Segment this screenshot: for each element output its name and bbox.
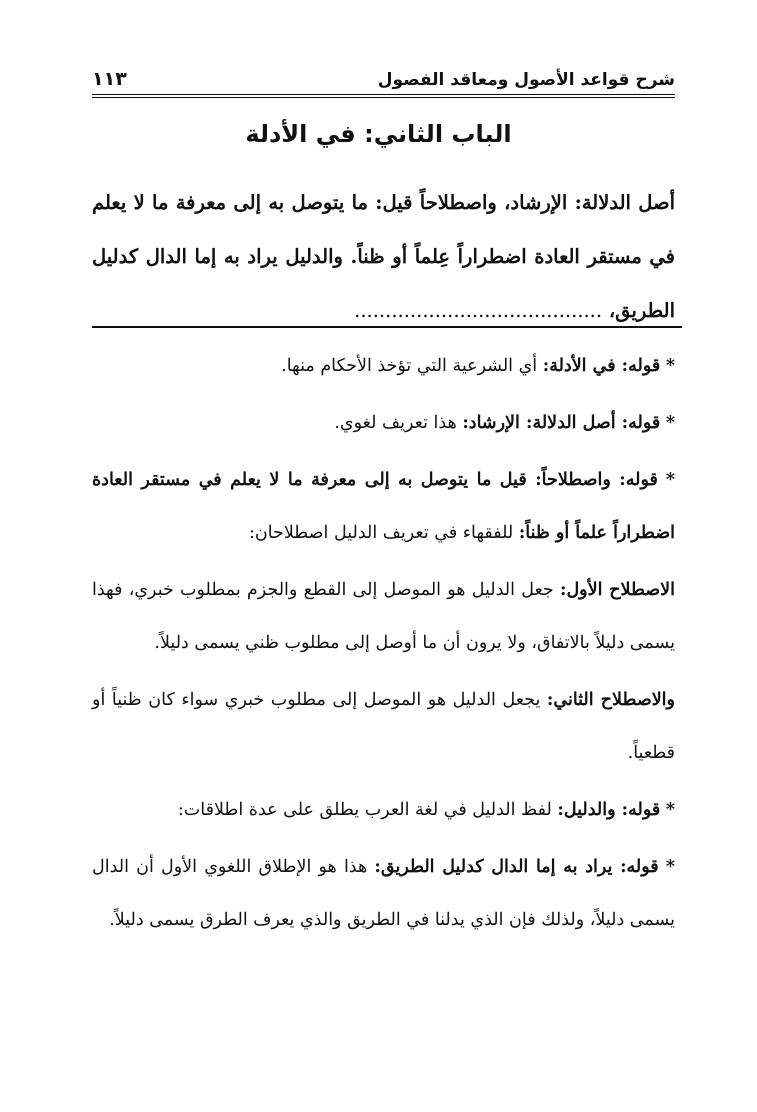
commentary-section	[92, 340, 675, 947]
footnote-separator	[92, 326, 682, 328]
chapter-title: الباب الثاني: في الأدلة	[245, 120, 512, 148]
commentary-text: أي الشرعية التي تؤخذ الأحكام منها.	[281, 356, 543, 376]
commentary-lead: قوله: أصل الدلالة: الإرشاد:	[462, 413, 661, 433]
commentary-text: لفظ الدليل في لغة العرب يطلق على عدة اطلاقات:	[177, 800, 558, 820]
commentary-text: هذا تعريف لغوي.	[334, 413, 463, 433]
commentary-paragraph	[92, 784, 675, 837]
commentary-text: جعل الدليل هو الموصل إلى القطع والجزم بمطلوب خبري، فهذا يسمى دليلاً بالاتفاق، ولا يرون أن ما أوصل إلى مطلوب ظني يسمى دليلاً.	[92, 580, 675, 653]
commentary-paragraph	[92, 454, 675, 560]
running-header-title: شرح قواعد الأصول ومعاقد الفصول	[377, 70, 675, 90]
commentary-lead: قوله: والدليل:	[557, 800, 661, 820]
main-text	[92, 176, 675, 338]
asterisk-marker: *	[665, 356, 675, 376]
commentary-lead: والاصطلاح الثاني:	[546, 690, 675, 710]
commentary-lead: الاصطلاح الأول:	[559, 580, 676, 600]
page-number: ١١٣	[92, 68, 127, 90]
asterisk-marker: *	[665, 413, 675, 433]
asterisk-marker: *	[665, 857, 675, 877]
commentary-paragraph	[92, 340, 675, 393]
commentary-paragraph	[92, 397, 675, 450]
commentary-text: هذا هو الإطلاق اللغوي الأول أن الدال يسمى دليلاً، ولذلك فإن الذي يدلنا في الطريق والذي يعرف الطرق يسمى دليلاً.	[92, 857, 675, 930]
commentary-text: للفقهاء في تعريف الدليل اصطلاحان:	[248, 523, 519, 543]
commentary-paragraph	[92, 841, 675, 947]
running-header	[92, 58, 675, 98]
commentary-text: يجعل الدليل هو الموصل إلى مطلوب خبري سواء كان ظنياً أو قطعياً.	[92, 690, 675, 763]
commentary-lead: قوله: يراد به إما الدال كدليل الطريق:	[374, 857, 659, 877]
asterisk-marker: *	[665, 470, 675, 490]
main-paragraph-text: أصل الدلالة: الإرشاد، واصطلاحاً قيل: ما يتوصل به إلى معرفة ما لا يعلم في مستقر العادة اضطراراً عِلماً أو ظناً. والدليل يراد به إما الدال كدليل الطريق،	[92, 191, 675, 322]
commentary-paragraph	[92, 564, 675, 670]
commentary-lead: قوله: واصطلاحاً: قيل ما يتوصل به إلى معرفة ما لا يعلم في مستقر العادة اضطراراً علماً أو ظناً:	[92, 470, 675, 543]
commentary-paragraph	[92, 674, 675, 780]
asterisk-marker: *	[665, 800, 675, 820]
main-paragraph	[92, 176, 675, 338]
main-paragraph-dots: ........................................	[354, 299, 603, 322]
commentary-lead: قوله: في الأدلة:	[542, 356, 661, 376]
